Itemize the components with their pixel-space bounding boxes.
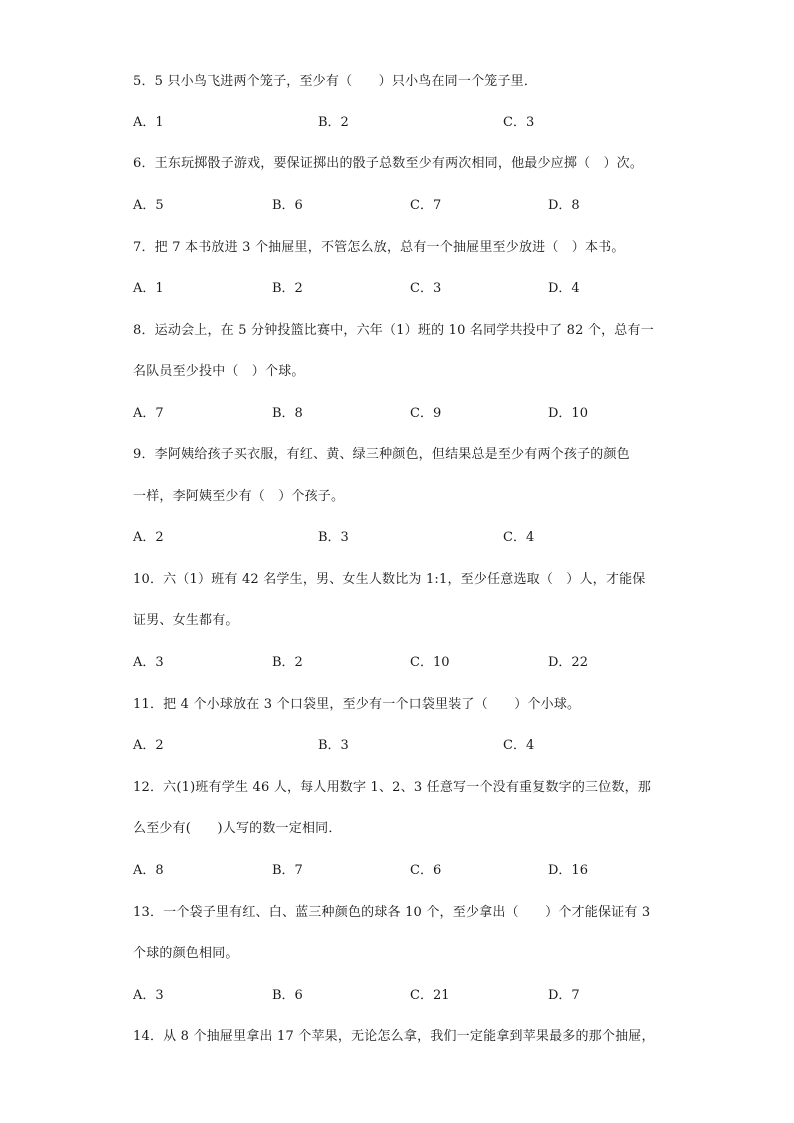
question-8-text-line-2: 名队员至少投中（ ）个球。 — [133, 364, 305, 379]
question-10-option-b[interactable]: B．2 — [272, 655, 303, 670]
question-10-option-a[interactable]: A．3 — [133, 655, 164, 670]
question-7-option-d[interactable]: D．4 — [548, 281, 580, 296]
question-8-option-c[interactable]: C．9 — [410, 406, 442, 421]
question-10-option-d[interactable]: D．22 — [548, 655, 588, 670]
question-8-option-d[interactable]: D．10 — [548, 406, 588, 421]
question-10-text-line-2: 证男、女生都有。 — [133, 613, 239, 628]
question-13-option-b[interactable]: B．6 — [272, 988, 303, 1003]
question-11-text: 11．把 4 个小球放在 3 个口袋里，至少有一个口袋里装了（ ）个小球。 — [133, 697, 581, 712]
question-13-option-a[interactable]: A．3 — [133, 988, 164, 1003]
question-5-text: 5．5 只小鸟飞进两个笼子，至少有（ ）只小鸟在同一个笼子里． — [133, 74, 538, 89]
question-5-option-b[interactable]: B．2 — [318, 115, 349, 130]
question-9-option-a[interactable]: A．2 — [133, 530, 164, 545]
question-6-text: 6．王东玩掷骰子游戏，要保证掷出的骰子总数至少有两次相同，他最少应掷（ ）次。 — [133, 156, 644, 171]
question-14-text-line-1: 14．从 8 个抽屉里拿出 17 个苹果，无论怎么拿，我们一定能拿到苹果最多的那个抽屉， — [133, 1029, 655, 1044]
question-10-text-line-1: 10．六（1）班有 42 名学生，男、女生人数比为 1:1，至少任意选取（ ）人，才能保 — [133, 572, 646, 587]
question-8-option-b[interactable]: B．8 — [272, 406, 303, 421]
question-11-option-b[interactable]: B．3 — [318, 738, 349, 753]
question-5-option-c[interactable]: C．3 — [503, 115, 535, 130]
question-13-option-d[interactable]: D．7 — [548, 988, 580, 1003]
question-10-option-c[interactable]: C．10 — [410, 655, 450, 670]
question-9-text-line-2: 一样，李阿姨至少有（ ）个孩子。 — [133, 489, 345, 504]
question-11-option-c[interactable]: C．4 — [503, 738, 535, 753]
question-9-text-line-1: 9．李阿姨给孩子买衣服，有红、黄、绿三种颜色，但结果总是至少有两个孩子的颜色 — [133, 447, 630, 462]
question-8-option-a[interactable]: A．7 — [133, 406, 164, 421]
question-9-option-c[interactable]: C．4 — [503, 530, 535, 545]
question-7-option-a[interactable]: A．1 — [133, 281, 164, 296]
question-12-option-a[interactable]: A．8 — [133, 863, 164, 878]
question-6-option-a[interactable]: A．5 — [133, 198, 164, 213]
question-6-option-b[interactable]: B．6 — [272, 198, 303, 213]
question-7-option-b[interactable]: B．2 — [272, 281, 303, 296]
question-12-option-d[interactable]: D．16 — [548, 863, 588, 878]
question-7-text: 7．把 7 本书放进 3 个抽屉里，不管怎么放，总有一个抽屉里至少放进（ ）本书。 — [133, 240, 625, 255]
question-12-option-c[interactable]: C．6 — [410, 863, 442, 878]
question-11-option-a[interactable]: A．2 — [133, 738, 164, 753]
question-8-text-line-1: 8．运动会上，在 5 分钟投篮比赛中，六年（1）班的 10 名同学共投中了 82 个，总有一 — [133, 323, 654, 338]
question-7-option-c[interactable]: C．3 — [410, 281, 442, 296]
question-9-option-b[interactable]: B．3 — [318, 530, 349, 545]
question-13-text-line-1: 13．一个袋子里有红、白、蓝三种颜色的球各 10 个，至少拿出（ ）个才能保证有 3 — [133, 905, 651, 920]
question-13-option-c[interactable]: C．21 — [410, 988, 450, 1003]
question-5-option-a[interactable]: A．1 — [133, 115, 164, 130]
question-6-option-d[interactable]: D．8 — [548, 198, 580, 213]
question-6-option-c[interactable]: C．7 — [410, 198, 442, 213]
question-12-text-line-2: 么至少有( )人写的数一定相同． — [133, 821, 342, 836]
question-12-option-b[interactable]: B．7 — [272, 863, 303, 878]
question-12-text-line-1: 12．六(1)班有学生 46 人，每人用数字 1、2、3 任意写一个没有重复数字的三位数，那 — [133, 780, 652, 795]
question-13-text-line-2: 个球的颜色相同。 — [133, 946, 239, 961]
